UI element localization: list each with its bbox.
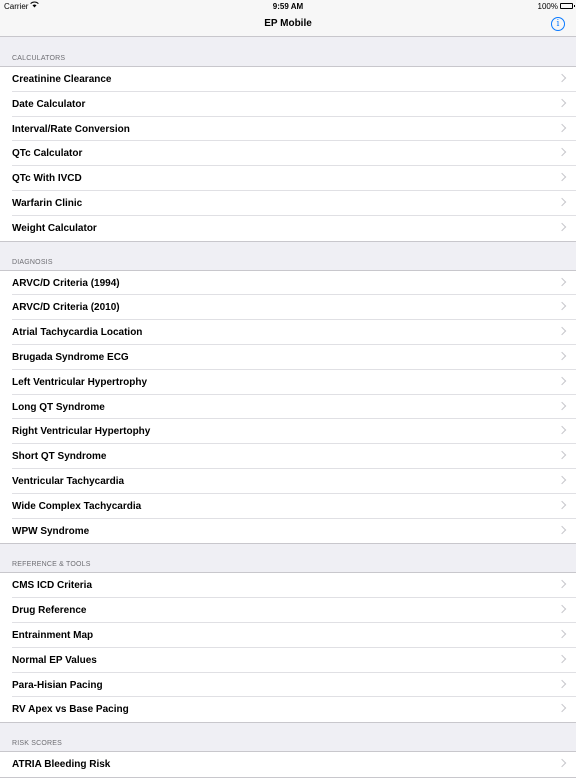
chevron-right-icon: [558, 99, 566, 107]
section-group: [0, 271, 576, 545]
list-item-label: ARVC/D Criteria (2010): [12, 302, 120, 314]
list-item-label: Interval/Rate Conversion: [12, 123, 130, 135]
list-item-label: Wide Complex Tachycardia: [12, 500, 142, 512]
list-item-label: ATRIA Bleeding Risk: [12, 759, 111, 771]
list-item[interactable]: [0, 444, 576, 469]
chevron-right-icon: [558, 451, 566, 459]
list-item-label: Atrial Tachycardia Location: [12, 327, 143, 339]
chevron-right-icon: [558, 426, 566, 434]
chevron-right-icon: [558, 759, 566, 767]
chevron-right-icon: [558, 377, 566, 385]
list-item-label: RV Apex vs Base Pacing: [12, 704, 129, 716]
list-item[interactable]: [0, 673, 576, 698]
list-item[interactable]: [0, 494, 576, 519]
menu-list: [0, 38, 576, 778]
chevron-right-icon: [558, 501, 566, 509]
chevron-right-icon: [558, 173, 566, 181]
list-item-label: Entrainment Map: [12, 629, 94, 641]
section-header: RISK SCORES: [0, 723, 576, 752]
chevron-right-icon: [558, 630, 566, 638]
battery-icon: [560, 3, 573, 9]
chevron-right-icon: [558, 302, 566, 310]
chevron-right-icon: [558, 580, 566, 588]
section-header: DIAGNOSIS: [0, 242, 576, 271]
list-item-label: Normal EP Values: [12, 654, 97, 666]
chevron-right-icon: [558, 525, 566, 533]
list-item[interactable]: [0, 370, 576, 395]
list-item-label: WPW Syndrome: [12, 525, 90, 537]
list-item-label: Date Calculator: [12, 98, 86, 110]
chevron-right-icon: [558, 704, 566, 712]
list-item[interactable]: [0, 469, 576, 494]
list-item-label: ARVC/D Criteria (1994): [12, 277, 120, 289]
section-group: [0, 67, 576, 242]
chevron-right-icon: [558, 679, 566, 687]
page-title: EP Mobile: [264, 18, 312, 29]
list-item[interactable]: [0, 345, 576, 370]
chevron-right-icon: [558, 148, 566, 156]
section-header: CALCULATORS: [0, 38, 576, 67]
list-item-label: Brugada Syndrome ECG: [12, 351, 129, 363]
list-item-label: CMS ICD Criteria: [12, 580, 93, 592]
battery-percentage: 100%: [537, 2, 558, 11]
list-item[interactable]: [0, 623, 576, 648]
list-item-label: Weight Calculator: [12, 222, 97, 234]
section-group: [0, 752, 576, 778]
chevron-right-icon: [558, 74, 566, 82]
list-item[interactable]: [0, 752, 576, 777]
list-item[interactable]: [0, 573, 576, 598]
chevron-right-icon: [558, 654, 566, 662]
list-item[interactable]: [0, 92, 576, 117]
list-item[interactable]: [0, 697, 576, 722]
list-item[interactable]: [0, 191, 576, 216]
chevron-right-icon: [558, 123, 566, 131]
list-item-label: Short QT Syndrome: [12, 451, 107, 463]
list-item-label: Long QT Syndrome: [12, 401, 105, 413]
list-item[interactable]: [0, 141, 576, 166]
list-item[interactable]: [0, 216, 576, 241]
chevron-right-icon: [558, 198, 566, 206]
chevron-right-icon: [558, 223, 566, 231]
list-item[interactable]: [0, 519, 576, 544]
chevron-right-icon: [558, 327, 566, 335]
chevron-right-icon: [558, 277, 566, 285]
list-item-label: QTc With IVCD: [12, 173, 82, 185]
list-item[interactable]: [0, 648, 576, 673]
list-item-label: Para-Hisian Pacing: [12, 679, 103, 691]
list-item-label: Right Ventricular Hypertophy: [12, 426, 151, 438]
status-time: 9:59 AM: [272, 2, 304, 11]
chevron-right-icon: [558, 401, 566, 409]
section-header: REFERENCE & TOOLS: [0, 544, 576, 573]
list-item-label: Ventricular Tachycardia: [12, 475, 125, 487]
list-item[interactable]: [0, 419, 576, 444]
carrier-label: Carrier: [4, 2, 29, 11]
list-item-label: Drug Reference: [12, 605, 87, 617]
list-item[interactable]: [0, 271, 576, 296]
list-item-label: Left Ventricular Hypertrophy: [12, 376, 148, 388]
list-item[interactable]: [0, 598, 576, 623]
list-item[interactable]: [0, 166, 576, 191]
list-item-label: QTc Calculator: [12, 148, 83, 160]
list-item[interactable]: [0, 117, 576, 142]
list-item[interactable]: [0, 67, 576, 92]
chevron-right-icon: [558, 605, 566, 613]
list-item[interactable]: [0, 395, 576, 420]
list-item[interactable]: [0, 295, 576, 320]
list-item-label: Creatinine Clearance: [12, 74, 112, 85]
navigation-bar: [0, 13, 576, 37]
chevron-right-icon: [558, 476, 566, 484]
status-bar: [0, 0, 576, 13]
info-button[interactable]: i: [551, 17, 565, 31]
list-item[interactable]: [0, 320, 576, 345]
list-item-label: Warfarin Clinic: [12, 197, 83, 209]
chevron-right-icon: [558, 352, 566, 360]
section-group: [0, 573, 576, 723]
